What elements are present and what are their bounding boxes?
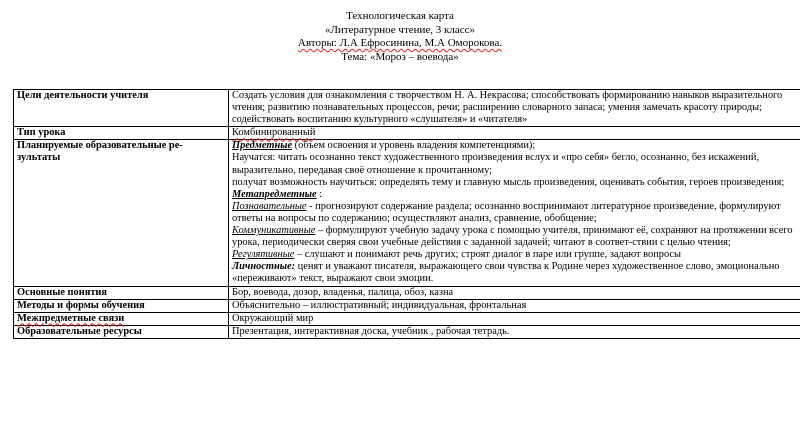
document-header xyxy=(0,10,800,64)
row-methods xyxy=(14,299,800,312)
lesson-type-value xyxy=(229,127,800,140)
regulative-text: – слушают и понимают речь других; строят диалог в паре или группе, задают вопросы xyxy=(294,249,681,261)
learn-text: Научатся: читать осознанно текст художественного произведения вслух и «про себя» бегло, осознанно, без искажений, выразительно, передавая своё отношение к прочитанному; xyxy=(232,152,760,176)
methods-value: Объяснительно – иллюстративный; индивидуальная, фронтальная xyxy=(229,299,800,312)
cognitive-results xyxy=(232,201,798,225)
communicative-text: – формулируют учебную задачу урока с помощью учителя, принимают её, сохраняют на протяжении всего урока, периодически сверяя свои учебные действия с заданной задачей; читают в соответ-ствии с целью чтения; xyxy=(232,225,793,249)
goals-value: Создать условия для ознакомления с творчеством Н. А. Некрасова; способствовать формированию навыков выразительного чтения; развитию познавательных процессов, речи; расширению словарного запаса; умения замечать красоту природы; содействовать воспитанию культурного «слушателя» и «читателя» xyxy=(229,90,800,127)
results-value xyxy=(229,140,800,286)
authors-text: Авторы: Л.А Ефросинина, М.А Оморокова. xyxy=(297,37,503,49)
concepts-value: Бор, воевода, дозор, владенья, палица, обоз, казна xyxy=(229,286,800,299)
doc-authors xyxy=(0,37,800,51)
interdisciplinary-value: Окружающий мир xyxy=(229,312,800,325)
personal-label: Личностные: xyxy=(232,261,296,273)
row-results xyxy=(14,140,800,286)
lesson-type-text: Комбинированный xyxy=(232,127,316,139)
communicative-results xyxy=(232,225,798,249)
concepts-label: Основные понятия xyxy=(14,286,229,299)
subject-results xyxy=(232,140,798,152)
subject-note: (объем освоения и уровень владения компетенциями); xyxy=(292,140,536,152)
resources-label: Образовательные ресурсы xyxy=(14,325,229,338)
meta-results xyxy=(232,189,798,201)
doc-topic: Тема: «Мороз – воевода» xyxy=(341,50,459,63)
resources-value: Презентация, интерактивная доска, учебник , рабочая тетрадь. xyxy=(229,325,800,338)
row-lesson-type xyxy=(14,127,800,140)
results-label: Планируемые образовательные ре-зультаты xyxy=(14,140,229,286)
interdisciplinary-label xyxy=(14,312,229,325)
lesson-type-label: Тип урока xyxy=(14,127,229,140)
methods-label: Методы и формы обучения xyxy=(14,299,229,312)
regulative-label: Регулятивные xyxy=(232,249,295,261)
row-concepts xyxy=(14,286,800,299)
cognitive-text: - прогнозируют содержание раздела; осознанно воспринимают литературное произведение, формулируют ответы на вопросы по содержанию; осуществляют анализ, сравнение, обобщение; xyxy=(232,200,781,224)
subject-heading: Предметные xyxy=(232,140,293,152)
interdisciplinary-label-text: Межпредметные связи xyxy=(17,312,125,324)
meta-suffix: : xyxy=(316,188,323,200)
row-resources xyxy=(14,325,800,338)
doc-subtitle: «Литературное чтение, 3 класс» xyxy=(324,23,476,36)
technology-card-table xyxy=(13,89,800,339)
meta-heading: Метапредметные xyxy=(232,188,317,200)
personal-text: ценят и уважают писателя, выражающего свои чувства к Родине через художественное слово, эмоционально «переживают» текст, выражают свои эмоции. xyxy=(232,261,780,285)
communicative-label: Коммуникативные xyxy=(232,225,316,237)
cognitive-label: Познавательные xyxy=(232,200,307,212)
can-learn-text: получат возможность научиться: определять тему и главную мысль произведения, оценивать события, героев произведения; xyxy=(232,176,785,188)
row-interdisciplinary xyxy=(14,312,800,325)
row-goals xyxy=(14,90,800,127)
doc-title: Технологическая карта xyxy=(346,10,454,22)
regulative-results xyxy=(232,249,798,261)
goals-label: Цели деятельности учителя xyxy=(14,90,229,127)
personal-results xyxy=(232,261,798,285)
